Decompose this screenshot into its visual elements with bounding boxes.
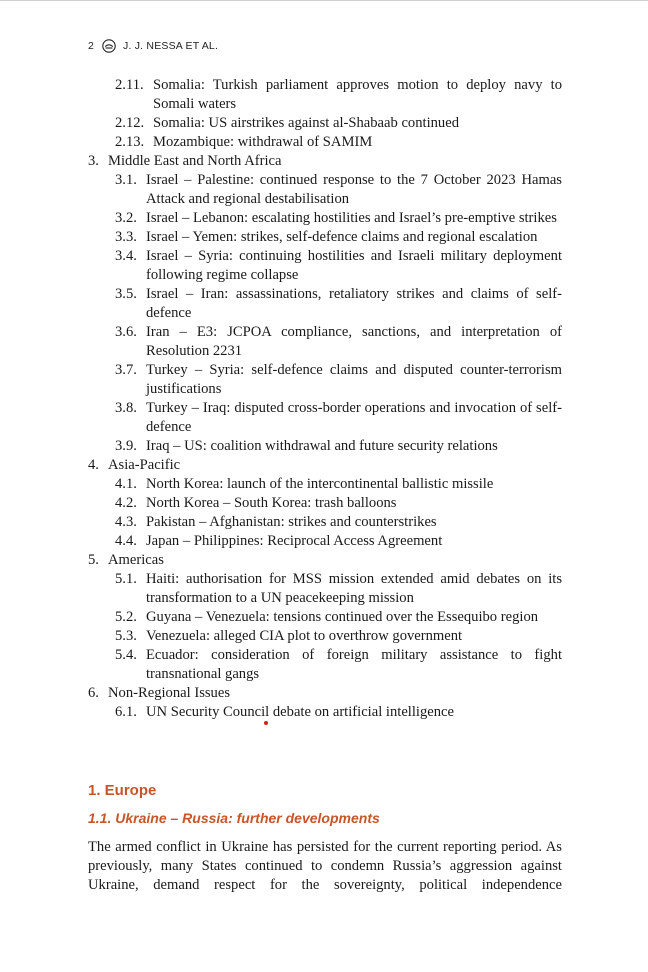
toc-entry-number: 3.7.: [115, 362, 137, 378]
subsection-heading: 1.1. Ukraine – Russia: further developments: [88, 810, 380, 826]
toc-entry-number: 3.: [88, 153, 99, 169]
toc-entry-title: Israel – Palestine: continued response to the 7 October 2023 Hamas Attack and regional destabilisation: [146, 172, 562, 207]
toc-entry-number: 5.1.: [115, 571, 137, 587]
toc-entry-number: 3.2.: [115, 210, 137, 226]
toc-entry: [88, 437, 562, 456]
toc-entry: [88, 646, 562, 684]
toc-entry: [88, 228, 562, 247]
toc-entry: [88, 152, 562, 171]
toc-entry-number: 4.: [88, 457, 99, 473]
toc-entry: [88, 361, 562, 399]
toc-entry-title: Americas: [108, 552, 164, 568]
toc-entry: [88, 494, 562, 513]
toc-entry-title: Turkey – Syria: self-defence claims and disputed counter-terrorism justifications: [146, 362, 562, 397]
toc-entry: [88, 513, 562, 532]
toc-entry-title: Guyana – Venezuela: tensions continued over the Essequibo region: [146, 609, 539, 625]
toc-entry: [88, 608, 562, 627]
toc-entry-title: Ecuador: consideration of foreign military assistance to fight transnational gangs: [146, 647, 562, 682]
section-heading: 1. Europe: [88, 782, 157, 799]
toc-entry: [88, 171, 562, 209]
toc-entry-number: 3.9.: [115, 438, 137, 454]
toc-entry-number: 2.11.: [115, 77, 144, 93]
toc-entry-title: UN Security Council debate on artificial intelligence: [146, 704, 454, 720]
toc-entry-title: Israel – Lebanon: escalating hostilities and Israel’s pre-emptive strikes: [146, 210, 557, 226]
toc-entry-title: Asia-Pacific: [108, 457, 181, 473]
toc-entry: [88, 133, 562, 152]
toc-entry-number: 2.12.: [115, 115, 145, 131]
toc-entry-number: 2.13.: [115, 134, 145, 150]
table-of-contents: [88, 76, 562, 722]
toc-entry-number: 3.1.: [115, 172, 137, 188]
toc-entry-title: North Korea – South Korea: trash balloons: [146, 495, 397, 511]
toc-entry: [88, 570, 562, 608]
toc-entry-title: North Korea: launch of the intercontinental ballistic missile: [146, 476, 494, 492]
toc-entry-title: Japan – Philippines: Reciprocal Access Agreement: [146, 533, 443, 549]
toc-entry: [88, 114, 562, 133]
toc-entry: [88, 703, 562, 722]
toc-entry-title: Pakistan – Afghanistan: strikes and counterstrikes: [146, 514, 437, 530]
toc-entry: [88, 76, 562, 114]
toc-entry-number: 3.5.: [115, 286, 137, 302]
toc-entry-number: 6.: [88, 685, 99, 701]
toc-entry: [88, 323, 562, 361]
toc-entry-title: Somalia: US airstrikes against al-Shabaab continued: [153, 115, 459, 131]
toc-entry: [88, 399, 562, 437]
toc-entry-number: 5.4.: [115, 647, 137, 663]
toc-entry-number: 3.6.: [115, 324, 137, 340]
toc-entry-number: 3.3.: [115, 229, 137, 245]
running-authors: J. J. NESSA ET AL.: [123, 40, 219, 52]
toc-entry-number: 4.2.: [115, 495, 137, 511]
toc-entry-number: 4.1.: [115, 476, 137, 492]
toc-entry-title: Venezuela: alleged CIA plot to overthrow government: [146, 628, 463, 644]
toc-entry-number: 5.3.: [115, 628, 137, 644]
toc-entry-title: Israel – Iran: assassinations, retaliatory strikes and claims of self-defence: [146, 286, 562, 321]
toc-entry-title: Turkey – Iraq: disputed cross-border operations and invocation of self-defence: [146, 400, 562, 435]
toc-entry-number: 5.2.: [115, 609, 137, 625]
toc-entry-title: Iran – E3: JCPOA compliance, sanctions, and interpretation of Resolution 2231: [146, 324, 562, 359]
toc-entry: [88, 551, 562, 570]
body-paragraph: The armed conflict in Ukraine has persisted for the current reporting period. As previously, many States continued to condemn Russia’s aggression against Ukraine, demand respect for the sovereignty, political independence: [88, 839, 562, 893]
toc-entry-title: Non-Regional Issues: [108, 685, 231, 701]
toc-entry-title: Middle East and North Africa: [108, 153, 282, 169]
top-rule: [0, 0, 648, 1]
toc-entry: [88, 627, 562, 646]
toc-entry: [88, 456, 562, 475]
toc-entry: [88, 247, 562, 285]
running-header: [88, 38, 218, 54]
toc-entry-title: Somalia: Turkish parliament approves motion to deploy navy to Somali waters: [153, 77, 562, 112]
toc-entry-number: 3.8.: [115, 400, 137, 416]
page-number: 2: [88, 40, 95, 52]
publisher-logo-icon: [102, 39, 116, 53]
red-dot-marker: [264, 721, 268, 725]
toc-entry-number: 4.3.: [115, 514, 137, 530]
toc-entry: [88, 532, 562, 551]
toc-entry: [88, 209, 562, 228]
toc-entry: [88, 684, 562, 703]
toc-entry: [88, 285, 562, 323]
toc-entry-number: 5.: [88, 552, 99, 568]
toc-entry-number: 6.1.: [115, 704, 137, 720]
toc-entry-number: 4.4.: [115, 533, 137, 549]
toc-entry: [88, 475, 562, 494]
toc-entry-title: Haiti: authorisation for MSS mission extended amid debates on its transformation to a UN peacekeeping mission: [146, 571, 562, 606]
toc-entry-title: Israel – Yemen: strikes, self-defence claims and regional escalation: [146, 229, 538, 245]
toc-entry-title: Mozambique: withdrawal of SAMIM: [153, 134, 373, 150]
toc-entry-number: 3.4.: [115, 248, 137, 264]
toc-entry-title: Iraq – US: coalition withdrawal and future security relations: [146, 438, 498, 454]
toc-entry-title: Israel – Syria: continuing hostilities and Israeli military deployment following regime collapse: [146, 248, 562, 283]
